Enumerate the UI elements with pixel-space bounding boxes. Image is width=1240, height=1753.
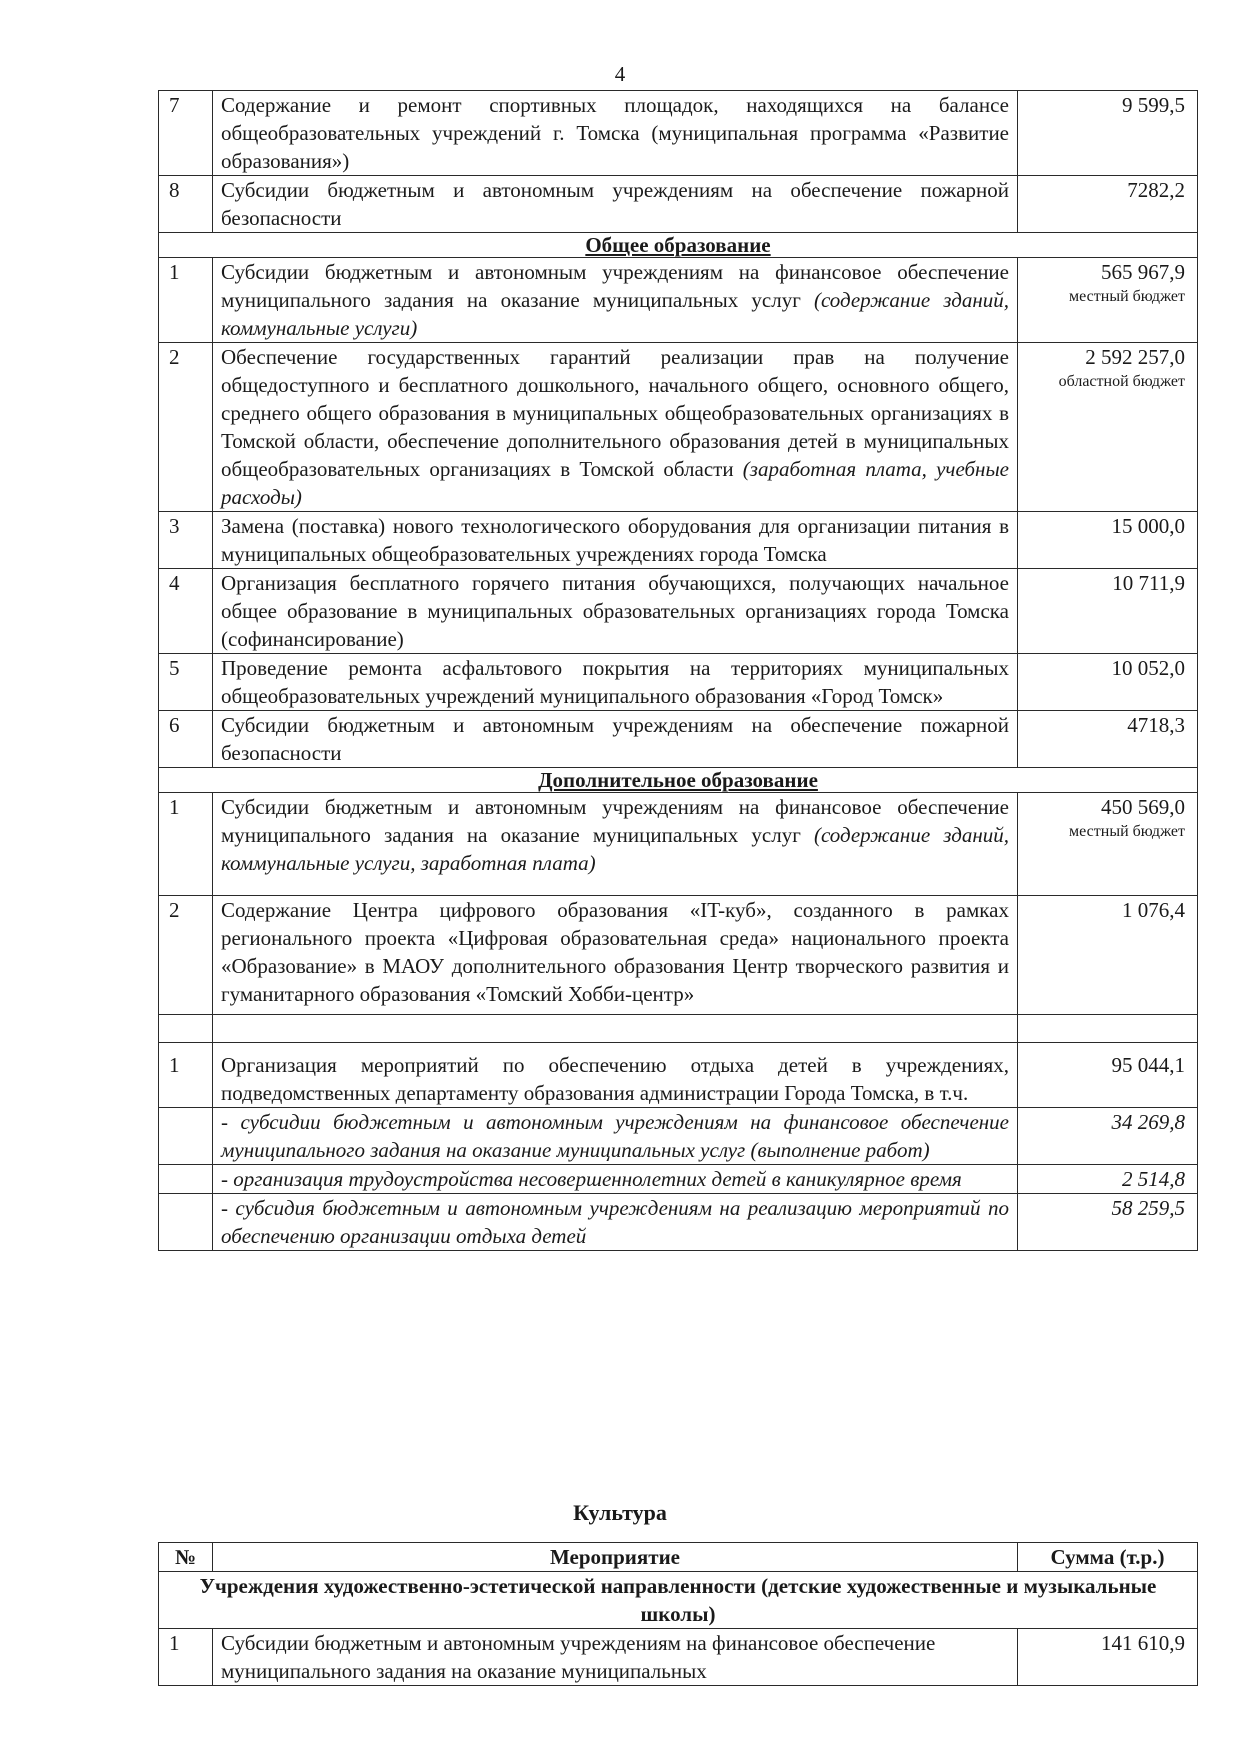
sub-row: [159, 1108, 1198, 1165]
sub-row: [159, 1165, 1198, 1194]
row-amount-cell: [1018, 343, 1198, 512]
empty-cell: [1018, 1015, 1198, 1043]
row-description: [213, 793, 1018, 896]
section-row: [159, 768, 1198, 793]
row-amount: 10 052,0: [1018, 654, 1198, 711]
row-amount-cell: [1018, 793, 1198, 896]
description-text: Субсидии бюджетным и автономным учреждениям на финансовое обеспечение муниципального задания на оказание муниципальных услуг: [221, 260, 1009, 312]
sub-row-description: - субсидии бюджетным и автономным учреждениям на финансовое обеспечение муниципального задания на оказание муниципальных услуг (выполнение работ): [213, 1108, 1018, 1165]
header-row: [159, 1543, 1198, 1572]
row-number: 4: [159, 569, 213, 654]
budget-table-culture: [158, 1542, 1198, 1686]
row-description: Содержание Центра цифрового образования «IT-куб», созданного в рамках регионального проекта «Цифровая образовательная среда» национального проекта «Образование» в МАОУ дополнительного образования Центр творческого развития и гуманитарного образования «Томский Хобби-центр»: [213, 896, 1018, 1015]
empty-cell: [159, 1015, 213, 1043]
table-row: [159, 343, 1198, 512]
sub-row-amount: 2 514,8: [1018, 1165, 1198, 1194]
row-number: 1: [159, 1629, 213, 1686]
table-row: [159, 896, 1198, 1015]
sub-row-description: - субсидия бюджетным и автономным учреждениям на реализацию мероприятий по обеспечению организации отдыха детей: [213, 1194, 1018, 1251]
row-amount: 7282,2: [1018, 176, 1198, 233]
row-description: Субсидии бюджетным и автономным учреждениям на обеспечение пожарной безопасности: [213, 176, 1018, 233]
row-amount: 2 592 257,0: [1085, 345, 1185, 369]
empty-cell: [159, 1194, 213, 1251]
table-row: [159, 176, 1198, 233]
row-description: [213, 258, 1018, 343]
section-row: [159, 1572, 1198, 1629]
row-amount: 141 610,9: [1018, 1629, 1198, 1686]
budget-source: областной бюджет: [1058, 373, 1185, 390]
description-italic: (содержание зданий, коммунальные услуги, заработная плата): [221, 823, 1009, 875]
row-amount: 95 044,1: [1018, 1043, 1198, 1108]
table-row: [159, 654, 1198, 711]
page-number: 4: [614, 62, 626, 86]
description-italic: (заработная плата, учебные расходы): [221, 457, 1010, 509]
empty-row: [159, 1015, 1198, 1043]
row-description: Содержание и ремонт спортивных площадок, находящихся на балансе общеобразовательных учреждений г. Томска (муниципальная программа «Развитие образования»): [213, 91, 1018, 176]
budget-source: местный бюджет: [1069, 288, 1185, 305]
row-number: 2: [159, 343, 213, 512]
description-text: Субсидии бюджетным и автономным учреждениям на финансовое обеспечение муниципального задания на оказание муниципальных услуг: [221, 795, 1009, 847]
row-description: Субсидии бюджетным и автономным учреждениям на обеспечение пожарной безопасности: [213, 711, 1018, 768]
row-amount: 4718,3: [1018, 711, 1198, 768]
row-number: 3: [159, 512, 213, 569]
sub-row-amount: 34 269,8: [1018, 1108, 1198, 1165]
row-number: 1: [159, 793, 213, 896]
row-number: 2: [159, 896, 213, 1015]
description-italic: (содержание зданий, коммунальные услуги): [221, 288, 1009, 340]
sub-row: [159, 1194, 1198, 1251]
row-number: 5: [159, 654, 213, 711]
empty-cell: [159, 1108, 213, 1165]
column-header-event: Мероприятие: [213, 1543, 1018, 1572]
table-row: [159, 91, 1198, 176]
row-amount: 565 967,9: [1101, 260, 1185, 284]
table-row: [159, 711, 1198, 768]
column-header-sum: Сумма (т.р.): [1018, 1543, 1198, 1572]
row-description: Организация бесплатного горячего питания обучающихся, получающих начальное общее образование в муниципальных образовательных организациях города Томска (софинансирование): [213, 569, 1018, 654]
table-row: [159, 258, 1198, 343]
row-number: 1: [159, 1043, 213, 1108]
budget-source: местный бюджет: [1069, 823, 1185, 840]
row-amount-cell: [1018, 258, 1198, 343]
section-title-additional-education: Дополнительное образование: [159, 768, 1198, 793]
row-amount: 15 000,0: [1018, 512, 1198, 569]
row-amount: 9 599,5: [1018, 91, 1198, 176]
row-description: Проведение ремонта асфальтового покрытия на территориях муниципальных общеобразовательных учреждений муниципального образования «Город Томск»: [213, 654, 1018, 711]
row-amount: 450 569,0: [1101, 795, 1185, 819]
empty-cell: [159, 1165, 213, 1194]
sub-row-amount: 58 259,5: [1018, 1194, 1198, 1251]
description-text: Обеспечение государственных гарантий реализации прав на получение общедоступного и бесплатного дошкольного, начального общего, основного общего, среднего общего образования в муниципальных общеобразовательных организациях в Томской области, обеспечение дополнительного образования детей в муниципальных общеобразовательных организациях в Томской области: [221, 345, 1009, 481]
row-description: Замена (поставка) нового технологического оборудования для организации питания в муниципальных общеобразовательных учреждениях города Томска: [213, 512, 1018, 569]
budget-table-education: [158, 90, 1198, 1251]
row-amount: 10 711,9: [1018, 569, 1198, 654]
row-number: 1: [159, 258, 213, 343]
table-row: [159, 1043, 1198, 1108]
row-number: 8: [159, 176, 213, 233]
section-title-art-schools: Учреждения художественно-эстетической направленности (детские художественные и музыкальные школы): [159, 1572, 1198, 1629]
row-description: Субсидии бюджетным и автономным учреждениям на финансовое обеспечение муниципального задания на оказание муниципальных: [213, 1629, 1018, 1686]
row-description: [213, 343, 1018, 512]
row-number: 7: [159, 91, 213, 176]
row-amount: 1 076,4: [1018, 896, 1198, 1015]
table-row: [159, 793, 1198, 896]
column-header-number: №: [159, 1543, 213, 1572]
section-row: [159, 233, 1198, 258]
table-row: [159, 569, 1198, 654]
sub-row-description: - организация трудоустройства несовершеннолетних детей в каникулярное время: [213, 1165, 1018, 1194]
table-row: [159, 512, 1198, 569]
culture-heading: Культура: [573, 1500, 667, 1525]
row-description: Организация мероприятий по обеспечению отдыха детей в учреждениях, подведомственных департаменту образования администрации Города Томска, в т.ч.: [213, 1043, 1018, 1108]
empty-cell: [213, 1015, 1018, 1043]
section-title-general-education: Общее образование: [159, 233, 1198, 258]
row-number: 6: [159, 711, 213, 768]
table-row: [159, 1629, 1198, 1686]
